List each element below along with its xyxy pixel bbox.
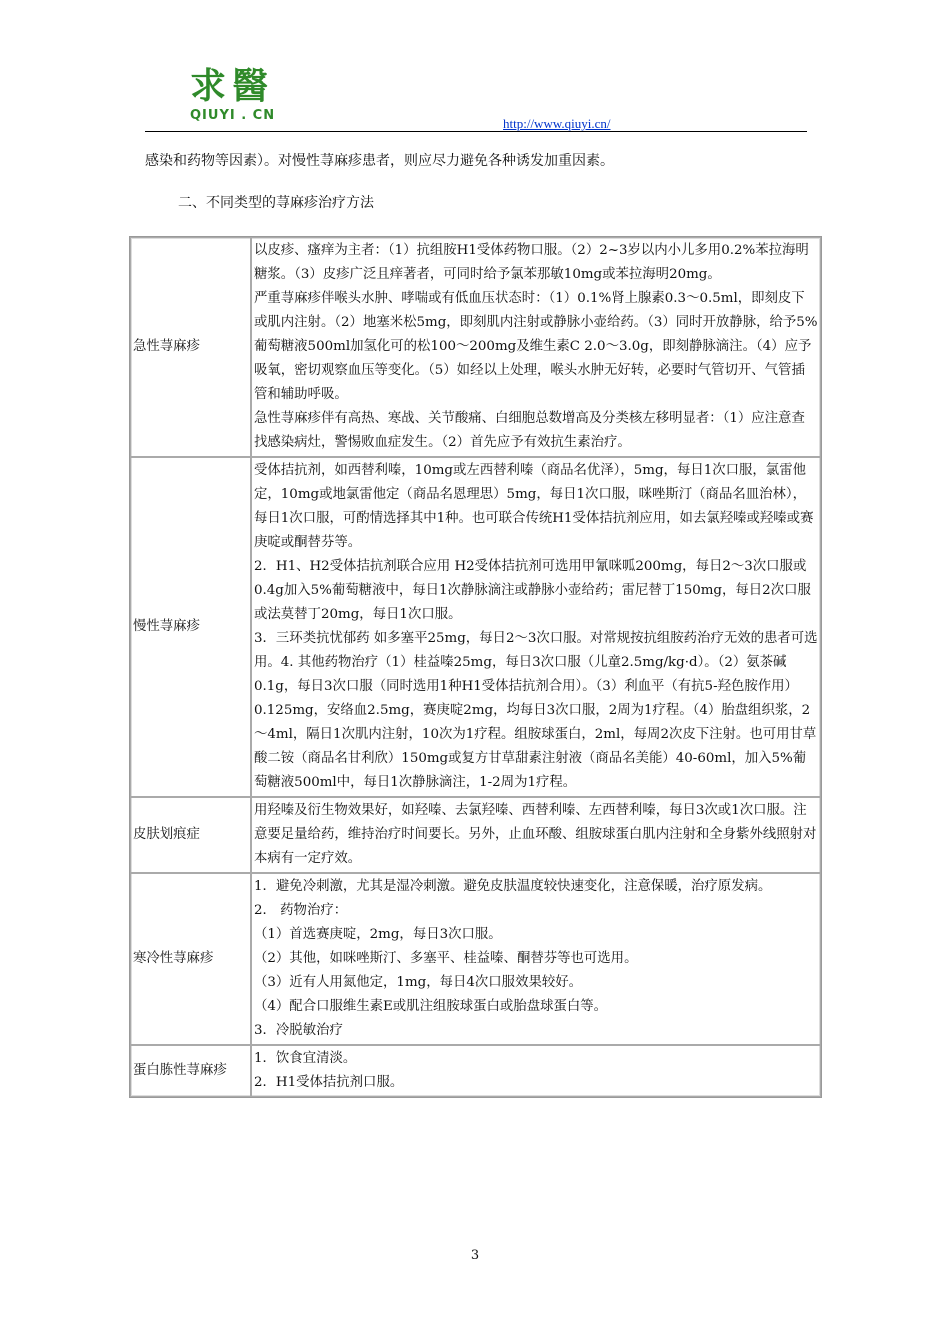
table-row xyxy=(130,1045,821,1097)
category-cell: 皮肤划痕症 xyxy=(130,797,251,873)
section-title: 二、不同类型的荨麻疹治疗方法 xyxy=(178,195,374,211)
category-cell: 寒冷性荨麻疹 xyxy=(130,873,251,1045)
table-row xyxy=(130,873,821,1045)
treatment-cell xyxy=(251,1045,821,1097)
treatment-paragraph: 用羟嗪及衍生物效果好，如羟嗪、去氯羟嗪、西替利嗪、左西替利嗪，每日3次或1次口服。注意要足量给药，维持治疗时间要长。另外，止血环酸、组胺球蛋白肌内注射和全身紫外线照射对本病有一定疗效。 xyxy=(254,803,817,866)
table-row xyxy=(130,797,821,873)
logo-chinese-text: 求醫 xyxy=(190,65,275,107)
qiuyi-logo xyxy=(190,66,300,128)
treatment-table xyxy=(129,236,822,1098)
treatment-paragraph: 3．冷脱敏治疗 xyxy=(254,1023,343,1038)
treatment-paragraph: 受体拮抗剂，如西替利嗪，10mg或左西替利嗪（商品名优泽），5mg，每日1次口服，氯雷他定，10mg或地氯雷他定（商品名恩理思）5mg，每日1次口服，咪唑斯汀（商品名皿治林），每日1次口服，可酌情选择其中1种。也可联合传统H1受体拮抗剂应用，如去氯羟嗪或羟嗪或赛庚啶或酮替芬等。 xyxy=(254,463,814,550)
treatment-paragraph: （2）其他，如咪唑斯汀、多塞平、桂益嗪、酮替芬等也可选用。 xyxy=(254,951,638,966)
treatment-paragraph: 急性荨麻疹伴有高热、寒战、关节酸痛、白细胞总数增高及分类核左移明显者：（1）应注意查找感染病灶，警惕败血症发生。（2）首先应予有效抗生素治疗。 xyxy=(254,411,805,450)
site-url-link[interactable]: http://www.qiuyi.cn/ xyxy=(503,116,611,131)
treatment-paragraph: 严重荨麻疹伴喉头水肿、哮喘或有低血压状态时：（1）0.1%肾上腺素0.3～0.5ml，即刻皮下或肌内注射。（2）地塞米松5mg，即刻肌内注射或静脉小壶给药。（3）同时开放静脉，给予5%葡萄糖液500ml加氢化可的松100～200mg及维生素C 2.0～3.0g，即刻静脉滴注。（4）应予吸氧，密切观察血压等变化。（5）如经以上处理，喉头水肿无好转，必要时气管切开、气管插管和辅助呼吸。 xyxy=(254,291,818,402)
treatment-cell xyxy=(251,797,821,873)
treatment-cell xyxy=(251,873,821,1045)
treatment-paragraph: 以皮疹、瘙痒为主者：（1）抗组胺H1受体药物口服。（2）2~3岁以内小儿多用0.2%苯拉海明糖浆。（3）皮疹广泛且痒著者，可同时给予氯苯那敏10mg或苯拉海明20mg。 xyxy=(254,243,809,282)
category-cell: 慢性荨麻疹 xyxy=(130,457,251,797)
treatment-paragraph: 2．H1、H2受体拮抗剂联合应用 H2受体拮抗剂可选用甲氰咪呱200mg，每日2～3次口服或0.4g加入5%葡萄糖液中，每日1次静脉滴注或静脉小壶给药；雷尼替丁150mg，每日2次口服或法莫替丁20mg，每日1次口服。 xyxy=(254,559,811,622)
treatment-paragraph: 2．H1受体拮抗剂口服。 xyxy=(254,1075,404,1090)
treatment-paragraph: 1．饮食宜清淡。 xyxy=(254,1051,357,1066)
logo-english-text: QIUYI . CN xyxy=(190,108,276,123)
intro-paragraph: 感染和药物等因素）。对慢性荨麻疹患者，则应尽力避免各种诱发加重因素。 xyxy=(145,153,614,169)
treatment-paragraph: 1．避免冷刺激，尤其是湿冷刺激。避免皮肤温度较快速变化，注意保暖，治疗原发病。 xyxy=(254,879,772,894)
treatment-paragraph: （3）近有人用氮他定，1mg，每日4次口服效果较好。 xyxy=(254,975,583,990)
category-cell: 急性荨麻疹 xyxy=(130,237,251,457)
treatment-paragraph: （4）配合口服维生素E或肌注组胺球蛋白或胎盘球蛋白等。 xyxy=(254,999,608,1014)
table-row xyxy=(130,237,821,457)
treatment-paragraph: 3．三环类抗忧郁药 如多塞平25mg，每日2～3次口服。对常规按抗组胺药治疗无效的患者可选用。4. 其他药物治疗（1）桂益嗪25mg，每日3次口服（儿童2.5mg/kg·d）。（2）氨茶碱0.1g，每日3次口服（同时选用1种H1受体拮抗剂合用）。（3）利血平（有抗5-羟色胺作用）0.125mg，安络血2.5mg，赛庚啶2mg，均每日3次口服，2周为1疗程。（4）胎盘组织浆，2～4ml，隔日1次肌内注射，10次为1疗程。组胺球蛋白，2ml，每周2次皮下注射。也可用甘草酸二铵（商品名甘利欣）150mg或复方甘草甜素注射液（商品名美能）40-60ml，加入5%葡萄糖液500ml中，每日1次静脉滴注，1-2周为1疗程。 xyxy=(254,631,818,790)
treatment-cell xyxy=(251,237,821,457)
table-row xyxy=(130,457,821,797)
page-number: 3 xyxy=(470,1248,480,1263)
treatment-cell xyxy=(251,457,821,797)
treatment-paragraph: （1）首选赛庚啶，2mg，每日3次口服。 xyxy=(254,927,502,942)
category-cell: 蛋白胨性荨麻疹 xyxy=(130,1045,251,1097)
header-rule xyxy=(145,131,807,132)
treatment-paragraph: 2． 药物治疗： xyxy=(254,903,348,918)
